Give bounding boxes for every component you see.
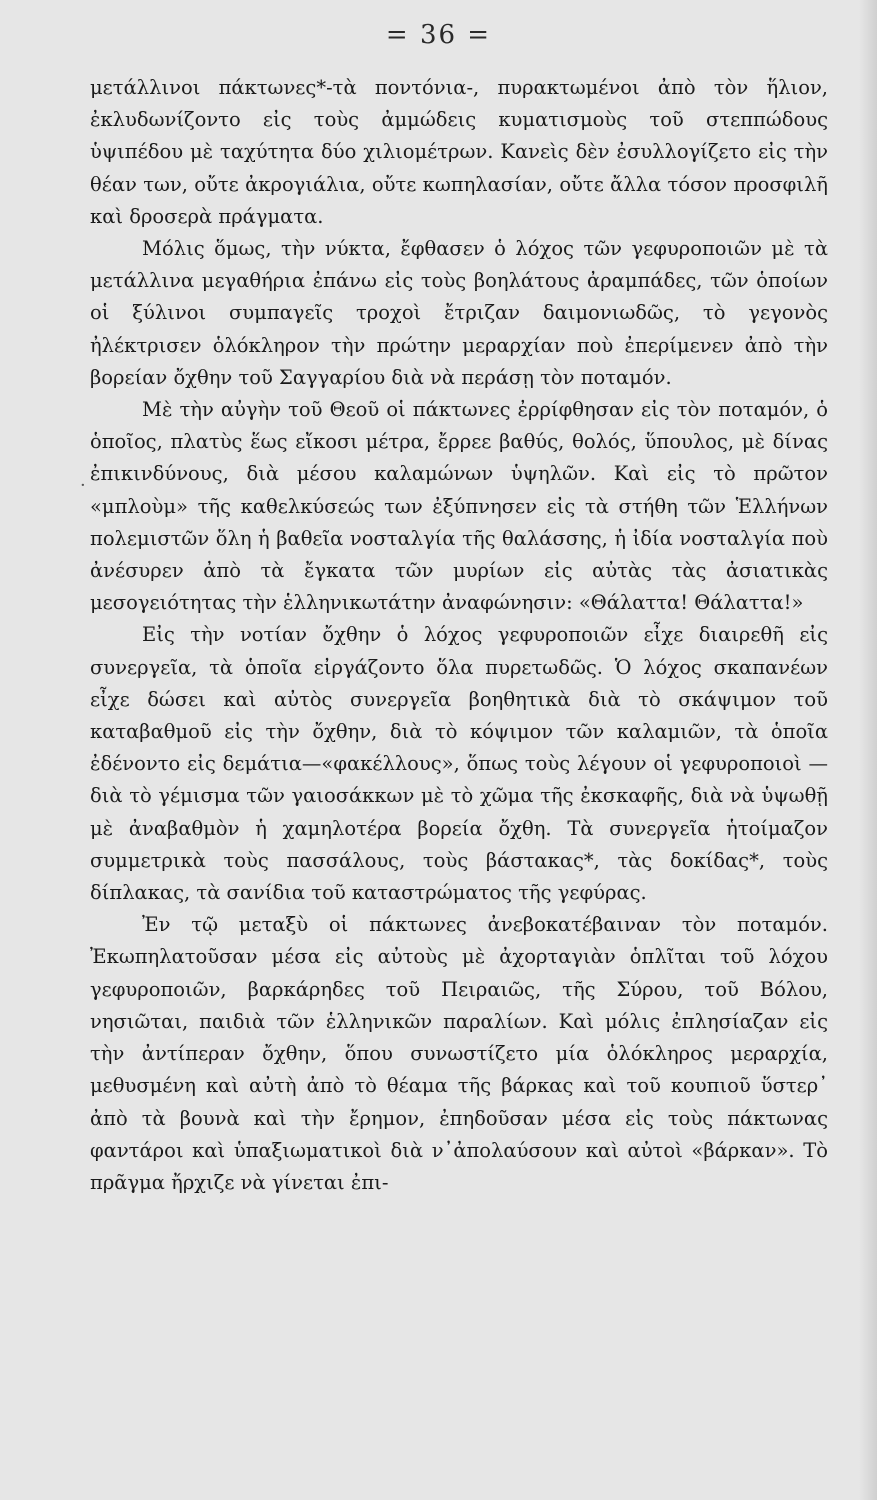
paragraph: Ἐν τῷ μεταξὺ οἱ πάκτωνες ἀνεβοκατέβαιναν τὸν ποταμόν. Ἐκωπηλατοῦσαν μέσα εἰς αὐτοὺς μὲ ἀχορταγιὰν ὁπλῖται τοῦ λόχου γεφυροποιῶν, βαρκάρηδες τοῦ Πειραιῶς, τῆς Σύρου, τοῦ Βόλου, νησιῶται, παιδιὰ τῶν ἑλληνικῶν παραλίων. Καὶ μόλις ἐπλησίαζαν εἰς τὴν ἀντίπεραν ὄχθην, ὅπου συνωστίζετο μία ὁλόκληρος μεραρχία, μεθυσμένη καὶ αὐτὴ ἀπὸ τὸ θέαμα τῆς βάρκας καὶ τοῦ κουπιοῦ ὕστερ᾽ ἀπὸ τὰ βουνὰ καὶ τὴν ἔρημον, ἐπηδοῦσαν μέσα εἰς τοὺς πάκτωνας φαντάροι καὶ ὑπαξιωματικοὶ διὰ ν᾽ἀπολαύσουν καὶ αὐτοὶ «βάρκαν». Τὸ πρᾶγμα ἤρχιζε νὰ γίνεται ἐπι- [90, 913, 828, 1194]
body-text [90, 72, 828, 1199]
paragraph: Μόλις ὅμως, τὴν νύκτα, ἔφθασεν ὁ λόχος τῶν γεφυροποιῶν μὲ τὰ μετάλλινα μεγαθήρια ἐπάνω εἰς τοὺς βοηλάτους ἀραμπάδες, τῶν ὁποίων οἱ ξύλινοι συμπαγεῖς τροχοὶ ἔτριζαν δαιμονιωδῶς, τὸ γεγονὸς ἠλέκτρισεν ὁλόκληρον τὴν πρώτην μεραρχίαν ποὺ ἐπερίμενεν ἀπὸ τὴν βορείαν ὄχθην τοῦ Σαγγαρίου διὰ νὰ περάσῃ τὸν ποταμόν. [90, 237, 828, 389]
paragraph: Μὲ τὴν αὐγὴν τοῦ Θεοῦ οἱ πάκτωνες ἐρρίφθησαν εἰς τὸν ποταμόν, ὁ ὁποῖος, πλατὺς ἕως εἴκοσι μέτρα, ἔρρεε βαθύς, θολός, ὕπουλος, μὲ δίνας ἐπικινδύνους, διὰ μέσου καλαμώνων ὑψηλῶν. Καὶ εἰς τὸ πρῶτον «μπλοὺμ» τῆς καθελκύσεώς των ἐξύπνησεν εἰς τὰ στήθη τῶν Ἑλλήνων πολεμιστῶν ὅλη ἡ βαθεῖα νοσταλγία τῆς θαλάσσης, ἡ ἰδία νοσταλγία ποὺ ἀνέσυρεν ἀπὸ τὰ ἔγκατα τῶν μυρίων εἰς αὐτὰς τὰς ἀσιατικὰς μεσογειότητας τὴν ἑλληνικωτάτην ἀναφώνησιν: «Θάλαττα! Θάλαττα!» [90, 398, 828, 615]
paragraph: Εἰς τὴν νοτίαν ὄχθην ὁ λόχος γεφυροποιῶν εἶχε διαιρεθῆ εἰς συνεργεῖα, τὰ ὁποῖα εἰργάζοντο ὅλα πυρετωδῶς. Ὁ λόχος σκαπανέων εἶχε δώσει καὶ αὐτὸς συνεργεῖα βοηθητικὰ διὰ τὸ σκάψιμον τοῦ καταβαθμοῦ εἰς τὴν ὄχθην, διὰ τὸ κόψιμον τῶν καλαμιῶν, τὰ ὁποῖα ἐδένοντο εἰς δεμάτια—«φακέλλους», ὅπως τοὺς λέγουν οἱ γεφυροποιοὶ — διὰ τὸ γέμισμα τῶν γαιοσάκκων μὲ τὸ χῶμα τῆς ἐκσκαφῆς, διὰ νὰ ὑψωθῇ μὲ ἀναβαθμὸν ἡ χαμηλοτέρα βορεία ὄχθη. Τὰ συνεργεῖα ἡτοίμαζον συμμετρικὰ τοὺς πασσάλους, τοὺς βάστακας*, τὰς δοκίδας*, τοὺς δίπλακας, τὰ σανίδια τοῦ καταστρώματος τῆς γεφύρας. [90, 623, 828, 905]
paragraph: μετάλλινοι πάκτωνες*-τὰ ποντόνια-, πυρακτωμένοι ἀπὸ τὸν ἥλιον, ἐκλυδωνίζοντο εἰς τοὺς ἀμμώδεις κυματισμοὺς τοῦ στεππώδους ὑψιπέδου μὲ ταχύτητα δύο χιλιομέτρων. Κανεὶς δὲν ἐσυλλογίζετο εἰς τὴν θέαν των, οὔτε ἀκρογιάλια, οὔτε κωπηλασίαν, οὔτε ἄλλα τόσον προσφιλῆ καὶ δροσερὰ πράγματα. [90, 76, 828, 228]
margin-mark: · [80, 475, 86, 496]
page-number: = 36 = [385, 20, 492, 50]
